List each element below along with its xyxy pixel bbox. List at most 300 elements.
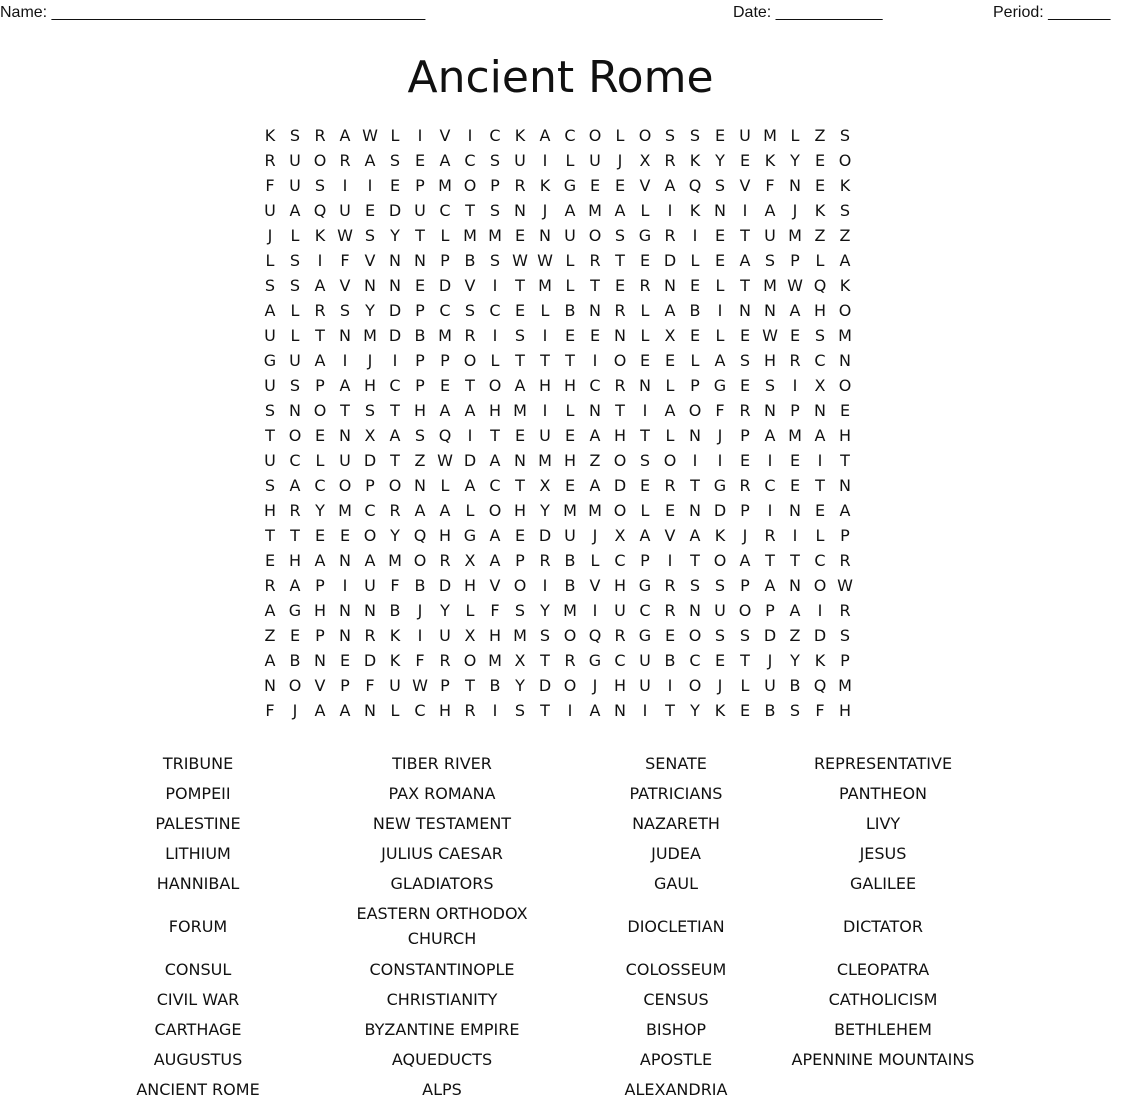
grid-letter[interactable]: N (514, 201, 527, 220)
grid-letter[interactable]: M (763, 126, 778, 145)
grid-letter[interactable]: E (839, 401, 852, 420)
grid-letter[interactable]: C (614, 551, 627, 570)
grid-letter[interactable]: S (289, 126, 302, 145)
grid-letter[interactable]: U (514, 151, 527, 170)
grid-letter[interactable]: I (717, 451, 724, 470)
grid-letter[interactable]: T (740, 276, 751, 295)
grid-letter[interactable]: P (415, 176, 426, 195)
grid-letter[interactable]: M (488, 226, 503, 245)
grid-letter[interactable]: M (513, 401, 528, 420)
grid-letter[interactable]: A (314, 351, 327, 370)
grid-letter[interactable]: H (488, 626, 503, 645)
grid-letter[interactable]: T (490, 426, 501, 445)
grid-letter[interactable]: E (689, 326, 702, 345)
grid-letter[interactable]: E (289, 626, 302, 645)
grid-letter[interactable]: A (664, 176, 677, 195)
grid-letter[interactable]: M (388, 551, 403, 570)
grid-letter[interactable]: R (664, 601, 677, 620)
grid-letter[interactable]: N (414, 251, 427, 270)
grid-letter[interactable]: T (665, 701, 676, 720)
grid-letter[interactable]: S (789, 701, 802, 720)
grid-letter[interactable]: M (463, 226, 478, 245)
grid-letter[interactable]: B (464, 251, 477, 270)
grid-letter[interactable]: O (638, 126, 653, 145)
grid-letter[interactable]: Y (540, 601, 551, 620)
grid-letter[interactable]: O (413, 551, 428, 570)
grid-letter[interactable]: M (563, 501, 578, 520)
grid-letter[interactable]: L (465, 601, 476, 620)
grid-letter[interactable]: T (390, 401, 401, 420)
grid-letter[interactable]: N (589, 301, 602, 320)
grid-letter[interactable]: T (515, 476, 526, 495)
grid-letter[interactable]: L (290, 301, 301, 320)
grid-letter[interactable]: Z (264, 626, 277, 645)
grid-letter[interactable]: J (542, 201, 549, 220)
grid-letter[interactable]: T (265, 426, 276, 445)
grid-letter[interactable]: E (789, 451, 802, 470)
grid-letter[interactable]: B (389, 601, 402, 620)
grid-letter[interactable]: A (839, 251, 852, 270)
grid-letter[interactable]: R (314, 126, 327, 145)
grid-letter[interactable]: O (613, 351, 628, 370)
grid-letter[interactable]: E (564, 326, 577, 345)
grid-letter[interactable]: S (289, 251, 302, 270)
grid-letter[interactable]: S (514, 701, 527, 720)
grid-letter[interactable]: N (614, 701, 627, 720)
grid-letter[interactable]: L (640, 301, 651, 320)
grid-letter[interactable]: I (542, 326, 549, 345)
grid-letter[interactable]: N (789, 501, 802, 520)
grid-letter[interactable]: E (339, 526, 352, 545)
grid-letter[interactable]: E (564, 476, 577, 495)
grid-letter[interactable]: A (789, 301, 802, 320)
grid-letter[interactable]: Q (813, 276, 828, 295)
grid-letter[interactable]: I (692, 226, 699, 245)
grid-letter[interactable]: R (664, 576, 677, 595)
grid-letter[interactable]: S (364, 226, 377, 245)
grid-letter[interactable]: U (714, 601, 727, 620)
grid-letter[interactable]: T (515, 351, 526, 370)
grid-letter[interactable]: A (489, 451, 502, 470)
grid-letter[interactable]: U (339, 201, 352, 220)
grid-letter[interactable]: X (639, 151, 652, 170)
grid-letter[interactable]: Q (438, 426, 453, 445)
grid-letter[interactable]: Y (390, 526, 401, 545)
grid-letter[interactable]: L (590, 551, 601, 570)
grid-letter[interactable]: P (490, 176, 501, 195)
grid-letter[interactable]: Y (365, 301, 376, 320)
grid-letter[interactable]: L (665, 376, 676, 395)
grid-letter[interactable]: T (765, 551, 776, 570)
grid-letter[interactable]: I (742, 201, 749, 220)
grid-letter[interactable]: D (813, 626, 828, 645)
grid-letter[interactable]: S (339, 301, 352, 320)
grid-letter[interactable]: E (739, 376, 752, 395)
grid-letter[interactable]: T (340, 401, 351, 420)
grid-letter[interactable]: L (640, 326, 651, 345)
grid-letter[interactable]: M (788, 426, 803, 445)
grid-letter[interactable]: U (439, 626, 452, 645)
grid-letter[interactable]: T (615, 251, 626, 270)
grid-letter[interactable]: E (664, 626, 677, 645)
grid-letter[interactable]: H (813, 301, 828, 320)
grid-letter[interactable]: X (814, 376, 827, 395)
grid-letter[interactable]: Z (414, 451, 427, 470)
grid-letter[interactable]: E (589, 176, 602, 195)
grid-letter[interactable]: J (767, 651, 774, 670)
grid-letter[interactable]: R (464, 326, 477, 345)
grid-letter[interactable]: N (639, 376, 652, 395)
grid-letter[interactable]: O (588, 226, 603, 245)
grid-letter[interactable]: O (363, 526, 378, 545)
grid-letter[interactable]: Q (688, 176, 703, 195)
grid-letter[interactable]: S (689, 576, 702, 595)
grid-letter[interactable]: J (717, 676, 724, 695)
grid-letter[interactable]: I (467, 126, 474, 145)
grid-letter[interactable]: T (540, 651, 551, 670)
grid-letter[interactable]: W (537, 251, 554, 270)
grid-letter[interactable]: T (740, 651, 751, 670)
grid-letter[interactable]: O (463, 176, 478, 195)
grid-letter[interactable]: H (463, 576, 478, 595)
grid-letter[interactable]: T (390, 451, 401, 470)
grid-letter[interactable]: E (814, 176, 827, 195)
grid-letter[interactable]: A (639, 526, 652, 545)
grid-letter[interactable]: N (839, 351, 852, 370)
grid-letter[interactable]: O (738, 601, 753, 620)
grid-letter[interactable]: I (642, 401, 649, 420)
grid-letter[interactable]: A (789, 601, 802, 620)
grid-letter[interactable]: E (614, 276, 627, 295)
grid-letter[interactable]: N (839, 476, 852, 495)
grid-letter[interactable]: F (390, 576, 401, 595)
grid-letter[interactable]: I (792, 526, 799, 545)
grid-letter[interactable]: N (689, 601, 702, 620)
grid-letter[interactable]: L (815, 251, 826, 270)
grid-letter[interactable]: I (817, 451, 824, 470)
grid-letter[interactable]: T (540, 701, 551, 720)
grid-letter[interactable]: H (613, 426, 628, 445)
grid-letter[interactable]: V (639, 176, 652, 195)
grid-letter[interactable]: P (315, 576, 326, 595)
grid-letter[interactable]: T (465, 676, 476, 695)
grid-letter[interactable]: P (340, 676, 351, 695)
grid-letter[interactable]: Y (390, 226, 401, 245)
grid-letter[interactable]: M (563, 601, 578, 620)
grid-letter[interactable]: P (690, 376, 701, 395)
grid-letter[interactable]: E (514, 226, 527, 245)
grid-letter[interactable]: U (739, 126, 752, 145)
grid-letter[interactable]: L (690, 251, 701, 270)
grid-letter[interactable]: N (364, 701, 377, 720)
grid-letter[interactable]: H (513, 501, 528, 520)
grid-letter[interactable]: I (642, 701, 649, 720)
grid-letter[interactable]: X (664, 326, 677, 345)
grid-letter[interactable]: L (540, 301, 551, 320)
grid-letter[interactable]: F (265, 701, 276, 720)
grid-letter[interactable]: L (290, 226, 301, 245)
grid-letter[interactable]: R (789, 351, 802, 370)
grid-letter[interactable]: A (414, 501, 427, 520)
grid-letter[interactable]: A (439, 151, 452, 170)
grid-letter[interactable]: C (689, 651, 702, 670)
grid-letter[interactable]: H (563, 376, 578, 395)
grid-letter[interactable]: R (289, 501, 302, 520)
grid-letter[interactable]: I (717, 301, 724, 320)
grid-letter[interactable]: M (513, 626, 528, 645)
grid-letter[interactable]: A (439, 501, 452, 520)
grid-letter[interactable]: E (739, 701, 752, 720)
grid-letter[interactable]: N (364, 601, 377, 620)
grid-letter[interactable]: T (465, 376, 476, 395)
grid-letter[interactable]: N (339, 601, 352, 620)
grid-letter[interactable]: S (764, 251, 777, 270)
grid-letter[interactable]: Q (813, 676, 828, 695)
grid-letter[interactable]: P (315, 626, 326, 645)
grid-letter[interactable]: R (364, 626, 377, 645)
grid-letter[interactable]: K (389, 626, 402, 645)
grid-letter[interactable]: S (489, 251, 502, 270)
grid-letter[interactable]: P (440, 251, 451, 270)
grid-letter[interactable]: L (440, 226, 451, 245)
grid-letter[interactable]: H (538, 376, 553, 395)
grid-letter[interactable]: S (714, 176, 727, 195)
grid-letter[interactable]: O (688, 626, 703, 645)
grid-letter[interactable]: E (589, 326, 602, 345)
grid-letter[interactable]: C (589, 376, 602, 395)
grid-letter[interactable]: E (739, 326, 752, 345)
grid-letter[interactable]: L (465, 501, 476, 520)
grid-letter[interactable]: S (714, 626, 727, 645)
grid-letter[interactable]: O (688, 676, 703, 695)
grid-letter[interactable]: P (740, 426, 751, 445)
grid-letter[interactable]: X (464, 551, 477, 570)
grid-letter[interactable]: S (714, 576, 727, 595)
grid-letter[interactable]: B (664, 651, 677, 670)
grid-letter[interactable]: E (814, 501, 827, 520)
grid-letter[interactable]: X (514, 651, 527, 670)
grid-letter[interactable]: U (264, 201, 277, 220)
grid-letter[interactable]: N (789, 176, 802, 195)
grid-letter[interactable]: D (538, 676, 553, 695)
grid-letter[interactable]: B (689, 301, 702, 320)
grid-letter[interactable]: A (464, 401, 477, 420)
grid-letter[interactable]: P (740, 576, 751, 595)
grid-letter[interactable]: Y (315, 501, 326, 520)
grid-letter[interactable]: U (264, 451, 277, 470)
grid-letter[interactable]: L (565, 251, 576, 270)
grid-letter[interactable]: F (265, 176, 276, 195)
grid-letter[interactable]: K (314, 226, 327, 245)
grid-letter[interactable]: M (763, 276, 778, 295)
grid-letter[interactable]: H (313, 601, 328, 620)
grid-letter[interactable]: I (567, 701, 574, 720)
grid-letter[interactable]: E (789, 476, 802, 495)
grid-letter[interactable]: I (667, 676, 674, 695)
grid-letter[interactable]: M (438, 326, 453, 345)
grid-letter[interactable]: U (289, 176, 302, 195)
grid-letter[interactable]: N (314, 651, 327, 670)
grid-letter[interactable]: D (388, 326, 403, 345)
grid-letter[interactable]: E (514, 426, 527, 445)
grid-letter[interactable]: S (514, 601, 527, 620)
grid-letter[interactable]: J (267, 226, 274, 245)
grid-letter[interactable]: G (638, 626, 653, 645)
grid-letter[interactable]: R (264, 151, 277, 170)
grid-letter[interactable]: W (362, 126, 379, 145)
grid-letter[interactable]: Z (814, 226, 827, 245)
grid-letter[interactable]: O (588, 126, 603, 145)
grid-letter[interactable]: A (514, 376, 527, 395)
grid-letter[interactable]: A (339, 701, 352, 720)
grid-letter[interactable]: H (563, 451, 578, 470)
grid-letter[interactable]: G (563, 176, 578, 195)
grid-letter[interactable]: S (264, 276, 277, 295)
grid-letter[interactable]: H (838, 701, 853, 720)
grid-letter[interactable]: C (489, 126, 502, 145)
grid-letter[interactable]: A (439, 401, 452, 420)
grid-letter[interactable]: U (589, 151, 602, 170)
grid-letter[interactable]: I (317, 251, 324, 270)
grid-letter[interactable]: I (667, 201, 674, 220)
grid-letter[interactable]: C (414, 701, 427, 720)
grid-letter[interactable]: R (439, 551, 452, 570)
grid-letter[interactable]: O (313, 151, 328, 170)
grid-letter[interactable]: T (315, 326, 326, 345)
grid-letter[interactable]: T (815, 476, 826, 495)
grid-letter[interactable]: T (690, 476, 701, 495)
grid-letter[interactable]: S (264, 476, 277, 495)
grid-letter[interactable]: A (614, 201, 627, 220)
grid-letter[interactable]: S (464, 301, 477, 320)
grid-letter[interactable]: T (540, 351, 551, 370)
grid-letter[interactable]: O (563, 676, 578, 695)
grid-letter[interactable]: A (664, 401, 677, 420)
grid-letter[interactable]: B (564, 301, 577, 320)
grid-letter[interactable]: S (639, 451, 652, 470)
grid-letter[interactable]: U (614, 601, 627, 620)
grid-letter[interactable]: O (338, 476, 353, 495)
grid-letter[interactable]: A (264, 301, 277, 320)
grid-letter[interactable]: E (414, 151, 427, 170)
grid-letter[interactable]: E (614, 176, 627, 195)
grid-letter[interactable]: Y (515, 676, 526, 695)
grid-letter[interactable]: U (564, 526, 577, 545)
grid-letter[interactable]: S (739, 626, 752, 645)
grid-letter[interactable]: I (342, 351, 349, 370)
grid-letter[interactable]: C (314, 476, 327, 495)
grid-letter[interactable]: E (714, 251, 727, 270)
grid-letter[interactable]: Z (814, 126, 827, 145)
grid-letter[interactable]: S (489, 151, 502, 170)
grid-letter[interactable]: T (465, 201, 476, 220)
grid-letter[interactable]: N (539, 226, 552, 245)
grid-letter[interactable]: L (815, 526, 826, 545)
grid-letter[interactable]: U (264, 326, 277, 345)
grid-letter[interactable]: Y (540, 501, 551, 520)
grid-letter[interactable]: L (565, 276, 576, 295)
grid-letter[interactable]: K (514, 126, 527, 145)
grid-letter[interactable]: J (367, 351, 374, 370)
grid-letter[interactable]: S (414, 426, 427, 445)
grid-letter[interactable]: H (763, 351, 778, 370)
grid-letter[interactable]: M (488, 651, 503, 670)
grid-letter[interactable]: S (514, 326, 527, 345)
grid-letter[interactable]: E (789, 326, 802, 345)
grid-letter[interactable]: A (589, 701, 602, 720)
grid-letter[interactable]: E (714, 226, 727, 245)
grid-letter[interactable]: F (415, 651, 426, 670)
grid-letter[interactable]: N (589, 401, 602, 420)
grid-letter[interactable]: Y (440, 601, 451, 620)
grid-letter[interactable]: H (413, 401, 428, 420)
grid-letter[interactable]: E (639, 251, 652, 270)
grid-letter[interactable]: A (689, 526, 702, 545)
grid-letter[interactable]: H (613, 576, 628, 595)
grid-letter[interactable]: D (438, 276, 453, 295)
grid-letter[interactable]: I (592, 351, 599, 370)
grid-letter[interactable]: S (314, 176, 327, 195)
grid-letter[interactable]: A (389, 426, 402, 445)
grid-letter[interactable]: K (264, 126, 277, 145)
grid-letter[interactable]: S (539, 626, 552, 645)
grid-letter[interactable]: R (264, 576, 277, 595)
grid-letter[interactable]: A (489, 551, 502, 570)
grid-letter[interactable]: E (389, 176, 402, 195)
grid-letter[interactable]: A (364, 551, 377, 570)
grid-letter[interactable]: R (764, 526, 777, 545)
grid-letter[interactable]: C (489, 301, 502, 320)
grid-letter[interactable]: D (363, 651, 378, 670)
grid-letter[interactable]: U (539, 426, 552, 445)
grid-letter[interactable]: E (564, 426, 577, 445)
grid-letter[interactable]: K (764, 151, 777, 170)
grid-letter[interactable]: S (664, 126, 677, 145)
grid-letter[interactable]: M (438, 176, 453, 195)
grid-letter[interactable]: D (763, 626, 778, 645)
grid-letter[interactable]: L (790, 126, 801, 145)
grid-letter[interactable]: Y (790, 651, 801, 670)
grid-letter[interactable]: N (739, 301, 752, 320)
grid-letter[interactable]: O (313, 401, 328, 420)
grid-letter[interactable]: C (814, 551, 827, 570)
grid-letter[interactable]: D (388, 201, 403, 220)
grid-letter[interactable]: O (613, 501, 628, 520)
grid-letter[interactable]: S (689, 126, 702, 145)
grid-letter[interactable]: L (690, 351, 701, 370)
grid-letter[interactable]: I (767, 451, 774, 470)
grid-letter[interactable]: C (464, 151, 477, 170)
grid-letter[interactable]: T (565, 351, 576, 370)
grid-letter[interactable]: W (337, 226, 354, 245)
grid-letter[interactable]: P (365, 476, 376, 495)
grid-letter[interactable]: P (440, 351, 451, 370)
grid-letter[interactable]: R (314, 301, 327, 320)
grid-letter[interactable]: B (414, 326, 427, 345)
grid-letter[interactable]: T (740, 226, 751, 245)
grid-letter[interactable]: X (539, 476, 552, 495)
grid-letter[interactable]: N (389, 251, 402, 270)
grid-letter[interactable]: R (664, 226, 677, 245)
grid-letter[interactable]: B (489, 676, 502, 695)
grid-letter[interactable]: A (564, 201, 577, 220)
grid-letter[interactable]: J (617, 151, 624, 170)
grid-letter[interactable]: O (288, 676, 303, 695)
grid-letter[interactable]: U (764, 676, 777, 695)
grid-letter[interactable]: V (589, 576, 602, 595)
grid-letter[interactable]: P (790, 401, 801, 420)
grid-letter[interactable]: D (538, 526, 553, 545)
